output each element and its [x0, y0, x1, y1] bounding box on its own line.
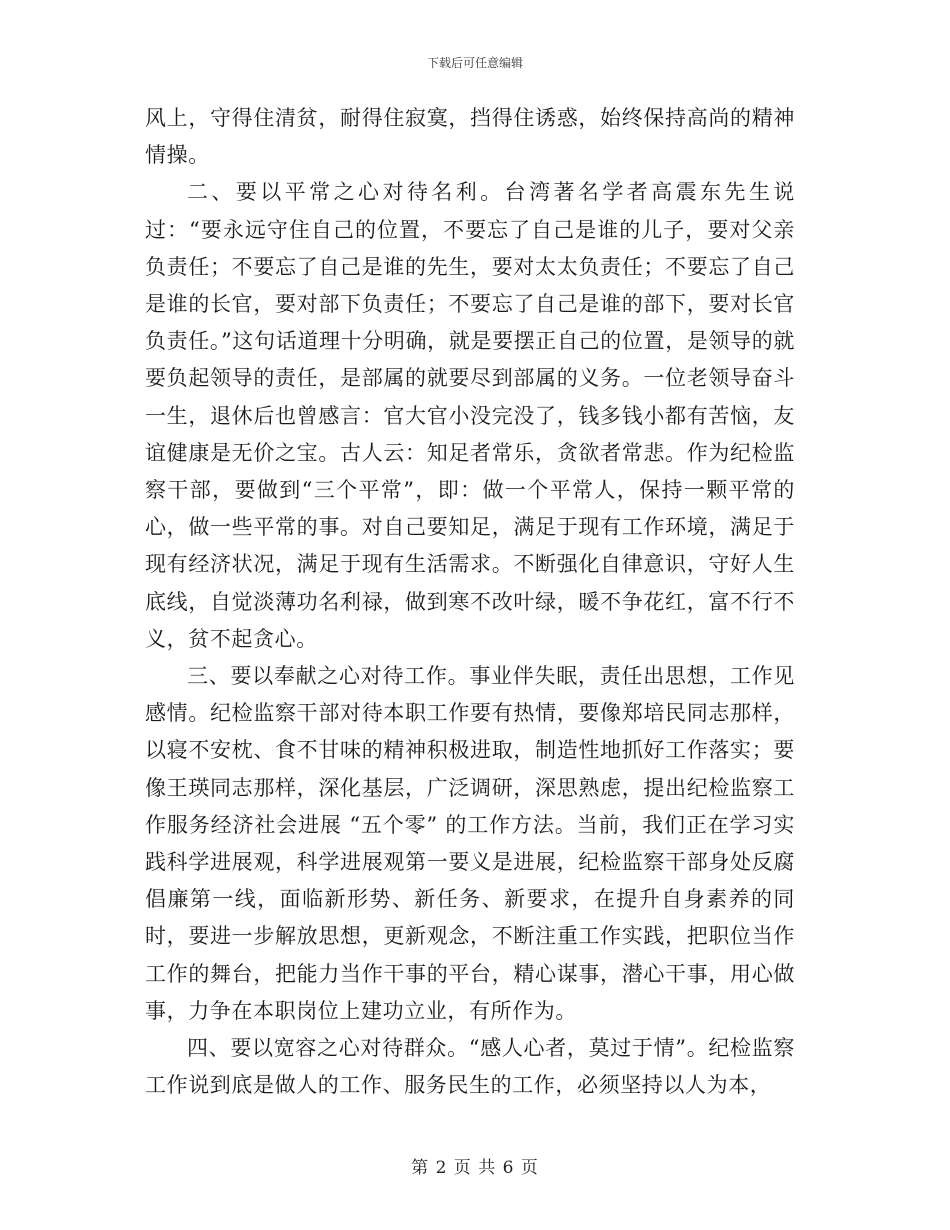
page-number: 第 2 页 共 6 页: [411, 1158, 539, 1178]
paragraph-section-four: 四、要以宽容之心对待群众。“感人心者，莫过于情”。纪检监察工作说到底是做人的工作、服务民生的工作，必须坚持以人为本，: [145, 1036, 795, 1098]
paragraph-continuation: 风上，守得住清贫，耐得住寂寞，挡得住诱惑，始终保持高尚的精神情操。: [145, 106, 795, 168]
document-body: [145, 100, 795, 1104]
paragraph-section-two: 二、要以平常之心对待名利。台湾著名学者高震东先生说过：“要永远守住自己的位置，不要忘了自己是谁的儿子，要对父亲负责任；不要忘了自己是谁的先生，要对太太负责任；不要忘了自己是谁的长官，要对部下负责任；不要忘了自己是谁的部下，要对长官负责任。”这句话道理十分明确，就是要摆正自己的位置，是领导的就要负起领导的责任，是部属的就要尽到部属的义务。一位老领导奋斗一生，退休后也曾感言：官大官小没完没了，钱多钱小都有苦恼，友谊健康是无价之宝。古人云：知足者常乐，贪欲者常悲。作为纪检监察干部，要做到“三个平常”，即：做一个平常人，保持一颗平常的心，做一些平常的事。对自己要知足，满足于现有工作环境，满足于现有经济状况，满足于现有生活需求。不断强化自律意识，守好人生底线，自觉淡薄功名利禄，做到寒不改叶绿，暖不争花红，富不行不义，贫不起贪心。: [145, 180, 795, 651]
paragraph-section-three: 三、要以奉献之心对待工作。事业伴失眠，责任出思想，工作见感情。纪检监察干部对待本职工作要有热情，要像郑培民同志那样，以寝不安枕、食不甘味的精神积极进取，制造性地抓好工作落实；要像王瑛同志那样，深化基层，广泛调研，深思熟虑，提出纪检监察工作服务经济社会进展 “五个零” 的工作方法。当前，我们正在学习实践科学进展观，科学进展观第一要义是进展，纪检监察干部身处反腐倡廉第一线，面临新形势、新任务、新要求，在提升自身素养的同时，要进一步解放思想，更新观念，不断注重工作实践，把职位当作工作的舞台，把能力当作干事的平台，精心谋事，潜心干事，用心做事，力争在本职岗位上建功立业，有所作为。: [145, 664, 795, 1023]
page-header-note: 下载后可任意编辑: [426, 56, 523, 70]
